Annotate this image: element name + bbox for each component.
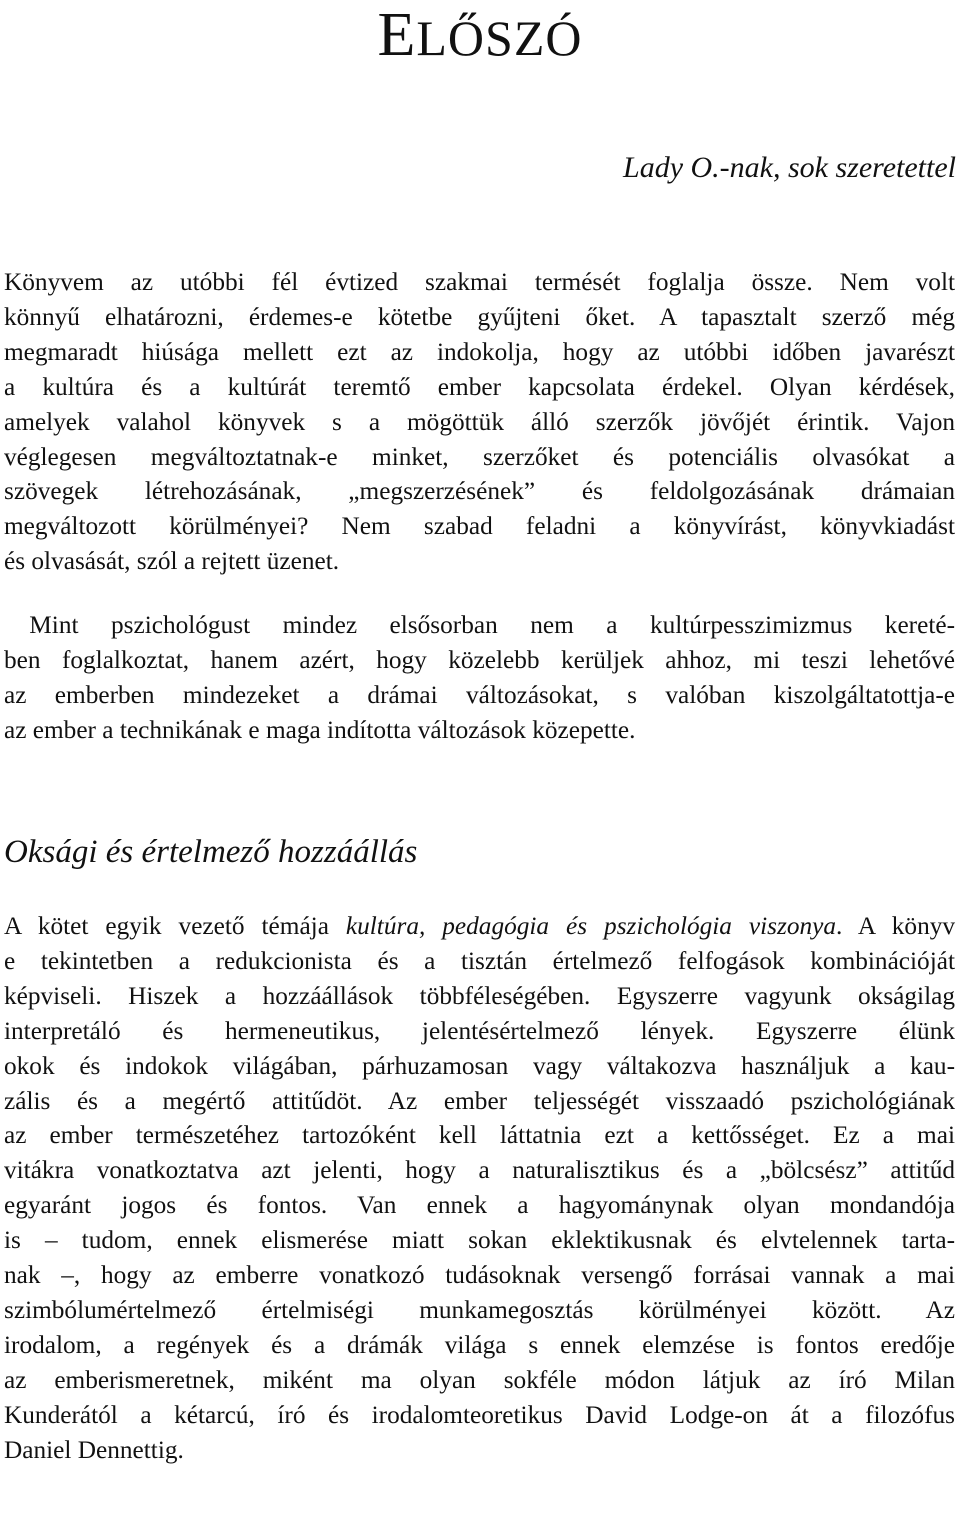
text-line: szimbólumértelmező értelmiségi munkamegosztás körülményei között. Az [4, 1295, 955, 1324]
text-line: a kultúra és a kultúrát teremtő ember kapcsolata érdekel. Olyan kérdések, [4, 372, 955, 401]
text-line: az ember a technikának e maga indította változások közepette. [4, 715, 636, 744]
text-line [4, 909, 955, 944]
text-line: irodalom, a regények és a drámák világa s ennek elemzése is fontos eredője [4, 1330, 955, 1359]
text-line: véglegesen megváltoztatnak-e minket, szerzőket és potenciális olvasókat a [4, 442, 955, 471]
text-line: is – tudom, ennek elismerése miatt sokan eklektikusnak és elvtelennek tarta- [4, 1226, 955, 1255]
dedication: Lady O.-nak, sok szeretettel [623, 151, 956, 184]
title-initial: E [377, 1, 417, 69]
text-segment: A kötet egyik vezető témája [4, 912, 346, 940]
text-line: interpretáló és hermeneutikus, jelentésértelmező lények. Egyszerre élünk [4, 1016, 955, 1045]
text-line: az ember természetéhez tartozóként kell láttatnia ezt a kettősséget. Ez a mai [4, 1121, 955, 1150]
text-line: Daniel Dennettig. [4, 1435, 184, 1464]
section-heading: Oksági és értelmező hozzáállás [4, 834, 418, 870]
text-line: könnyű elhatározni, érdemes-e kötetbe gyűjteni őket. A tapasztalt szerző még [4, 302, 955, 331]
text-line: zális és a megértő attitűdöt. Az ember teljességét visszaadó pszichológiának [4, 1086, 955, 1115]
page-title [0, 1, 960, 69]
text-line: képviseli. Hiszek a hozzáállások többféleségében. Egyszerre vagyunk okságilag [4, 981, 955, 1010]
text-line: szövegek létrehozásának, „megszerzésének” és feldolgozásának drámaian [4, 477, 955, 506]
text-line: megváltozott körülményei? Nem szabad feladni a könyvírást, könyvkiadást [4, 512, 955, 541]
text-line: az emberismeretnek, miként ma olyan sokféle módon látjuk az író Milan [4, 1365, 955, 1394]
text-line: vitákra vonatkoztatva azt jelenti, hogy a naturalisztikus és a „bölcsész” attitűd [4, 1156, 955, 1185]
paragraph-psychologist [4, 608, 955, 748]
text-line: ben foglalkoztat, hanem azért, hogy közelebb kerüljek ahhoz, mi teszi lehetővé [4, 645, 955, 674]
text-line: és olvasását, szól a rejtett üzenet. [4, 547, 340, 576]
text-line: nak –, hogy az emberre vonatkozó tudásoknak versengő forrásai vannak a mai [4, 1261, 955, 1290]
text-segment: . A könyv [836, 912, 956, 940]
text-line: e tekintetben a redukcionista és a tisztán értelmező felfogások kombinációját [4, 946, 955, 975]
text-line: egyaránt jogos és fontos. Van ennek a hagyománynak olyan mondandója [4, 1191, 955, 1220]
text-line: Könyvem az utóbbi fél évtized szakmai termését foglalja össze. Nem volt [4, 268, 955, 296]
paragraph-intro [4, 265, 955, 579]
text-line: megmaradt hiúsága mellett ezt az indokolja, hogy az utóbbi időben javarészt [4, 337, 955, 366]
text-line: amelyek valahol könyvek s a mögöttük álló szerzők jövőjét érintik. Vajon [4, 407, 955, 436]
text-line: az emberben mindezeket a drámai változásokat, s valóban kiszolgáltatottja-e [4, 680, 955, 709]
text-line: okok és indokok világában, párhuzamosan vagy váltakozva használjuk a kau- [4, 1051, 955, 1080]
text-line: Mint pszichológust mindez elsősorban nem a kultúrpesszimizmus kereté- [4, 611, 955, 639]
text-line: Kunderától a kétarcú, író és irodalomteoretikus David Lodge-on át a filozófus [4, 1400, 955, 1429]
paragraph-theme [4, 909, 955, 1468]
title-rest: LŐSZÓ [416, 10, 583, 66]
italic-emphasis: kultúra, pedagógia és pszichológia viszonya [345, 912, 837, 940]
